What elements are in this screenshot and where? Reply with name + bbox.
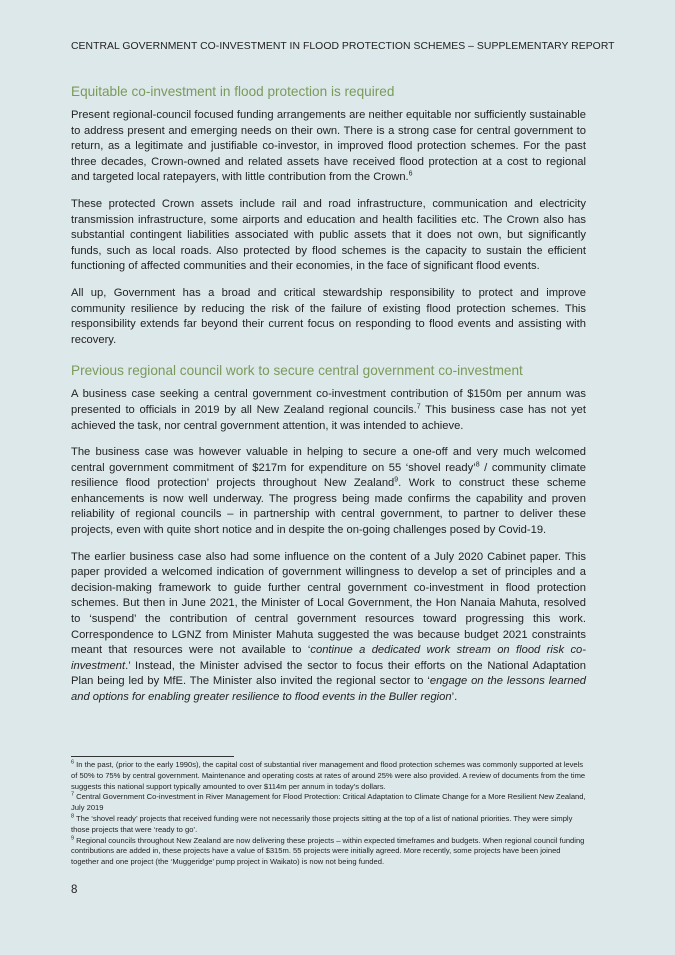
section-heading-previous-work: Previous regional council work to secure central government co-investment: [71, 363, 523, 379]
paragraph-text: Present regional-council focused funding arrangements are neither equitable nor sufficiently sustainable to address present and emerging needs on their own. There is a strong case for central government to return, as a legitimate and justifiable co-investor, in improved flood protection schemes. For the past three decades, Crown-owned and related assets have received flood protection at a cost to regional and targeted local ratepayers, with little contribution from the Crown.: [71, 109, 586, 184]
footnote-number: 7: [71, 791, 75, 798]
footnote-text: In the past, (prior to the early 1990s), the capital cost of substantial river management and flood protection schemes was commonly supported at levels of 50% to 75% by central government. Maintenance and operating costs at rates of around 25% were also provided. A review of documents from the time suggests this national support typically amounted to over $114m per annum in today’s dollars.: [71, 760, 586, 791]
page-number: 8: [71, 884, 78, 896]
footnote-ref: 6: [408, 170, 413, 178]
paragraph: [71, 445, 586, 539]
footnote: [71, 836, 586, 868]
footnote-divider: [71, 756, 234, 757]
paragraph: [71, 550, 586, 706]
running-header: CENTRAL GOVERNMENT CO-INVESTMENT IN FLOOD PROTECTION SCHEMES – SUPPLEMENTARY REPORT: [71, 41, 615, 52]
paragraph-text: A business case seeking a central government co-investment contribution of $150m per annum was presented to officials in 2019 by all New Zealand regional councils.: [71, 388, 586, 416]
paragraph-text: .’ Instead, the Minister advised the sector to focus their efforts on the National Adaptation Plan being led by MfE. The Minister also invited the regional sector to ‘: [71, 659, 586, 688]
body-content: [71, 83, 586, 717]
paragraph: [71, 108, 586, 186]
footnote: [71, 792, 586, 814]
footnote-number: 9: [71, 835, 75, 842]
footnote-text: Regional councils throughout New Zealand are now delivering these projects – within expected timeframes and budgets. When regional council funding contributions are added in, these projects have a value of $315m. 55 projects were initially agreed. More recently, some projects have been joined together and one project (the ‘Muggeridge’ pump project in Waikato) is now not being funded.: [71, 835, 585, 867]
footnote-ref: 8: [475, 460, 480, 468]
paragraph-text: ’.: [451, 691, 458, 703]
footnote: [71, 814, 586, 836]
paragraph-text: . Work to construct these scheme enhancements is now well underway. The progress being made confirms the capability and proven reliability of regional councils – in partnership with central government, to partner to deliver these projects, even with quite short notice and in despite the on-going challenges posed by Covid-19.: [71, 477, 586, 537]
footnote: [71, 760, 586, 792]
paragraph-text: The earlier business case also had some influence on the content of a July 2020 Cabinet paper. This paper provided a welcomed indication of government willingness to develop a set of principles and a decision-making framework to guide further central government co-investment in flood protection schemes. But then in June 2021, the Minister of Local Government, the Hon Nanaia Mahuta, resolved to ‘suspend’ the contribution of central government resources toward progressing this work. Correspondence to LGNZ from Minister Mahuta suggested the was because budget 2021 constraints meant that resources were not available to ‘: [71, 550, 586, 657]
footnote-ref: 7: [416, 403, 421, 411]
quoted-text: engage on the lessons learned and options for enabling greater resilience to flood events in the Buller region: [71, 675, 587, 703]
footnote-text: Central Government Co-investment in River Management for Flood Protection: Critical Adaptation to Climate Change for a More Resilient New Zealand, July 2019: [71, 792, 586, 813]
footnote-number: 8: [71, 813, 75, 820]
paragraph: All up, Government has a broad and critical stewardship responsibility to protect and improve community resilience by reducing the risk of the failure of existing flood protection schemes. This responsibility extends far beyond their current focus on responding to flood events and assisting with recovery.: [71, 286, 586, 346]
footnote-number: 6: [71, 759, 75, 766]
section-heading-equitable: Equitable co-investment in flood protection is required: [71, 84, 395, 99]
footnote-text: The ‘shovel ready’ projects that received funding were not necessarily those projects sitting at the top of a list of national priorities. They were simply those projects that were ‘ready to go’.: [71, 813, 573, 834]
paragraph: [71, 387, 586, 434]
paragraph-text: The business case was however valuable in helping to secure a one-off and very much welcomed central government commitment of $217m for expenditure on 55 ‘shovel ready’: [71, 446, 586, 474]
paragraph-text: This business case has not yet achieved the task, nor central government attention, it was intended to achieve.: [71, 403, 586, 432]
paragraph-text: / community climate resilience flood protection’ projects throughout New Zealand: [71, 461, 586, 490]
quoted-text: continue a dedicated work stream on flood risk co-investment: [71, 644, 586, 672]
footnotes: [71, 760, 586, 868]
footnote-ref: 9: [394, 476, 399, 484]
paragraph: These protected Crown assets include rail and road infrastructure, communication and electricity transmission infrastructure, some airports and education and health facilities etc. The Crown also has substantial contingent liabilities associated with public assets that it does not own, but significantly funds, such as local roads. Also protected by flood schemes is the capacity to sustain the efficient functioning of affected communities and their economies, in the face of significant flood events.: [71, 197, 586, 273]
